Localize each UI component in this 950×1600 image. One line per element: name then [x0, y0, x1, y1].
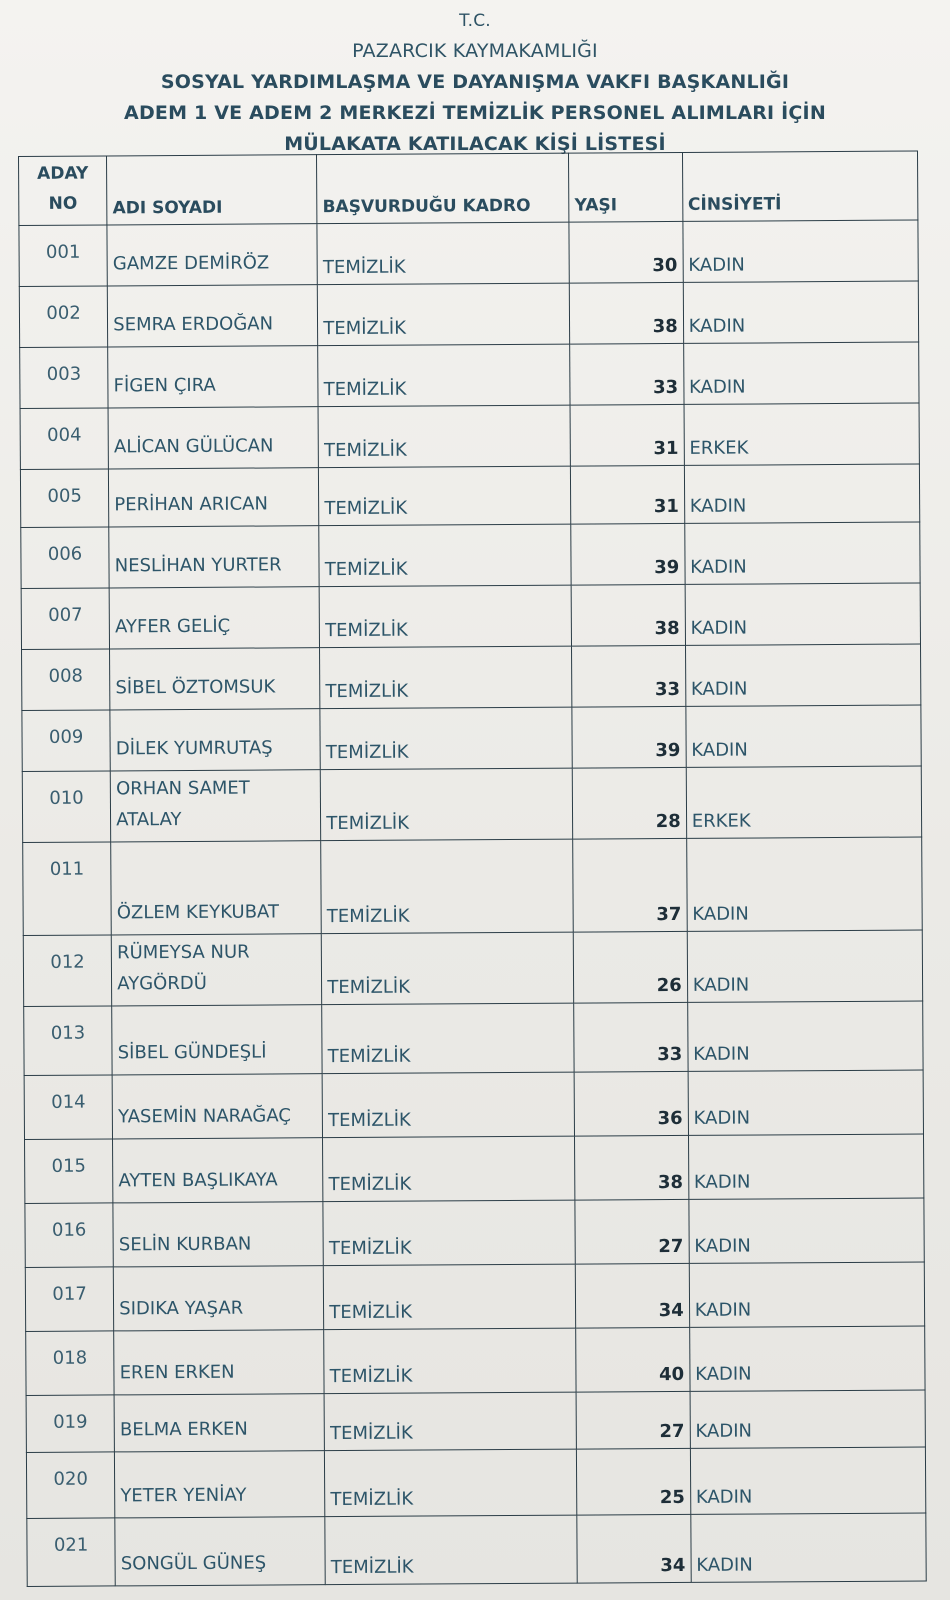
cell-name: SONGÜL GÜNEŞ	[115, 1517, 325, 1586]
column-header-age: YAŞI	[569, 152, 683, 222]
cell-age: 38	[570, 282, 684, 344]
document-header	[0, 6, 950, 160]
cell-gender: KADIN	[689, 1198, 925, 1263]
cell-aday-no: 002	[19, 286, 108, 348]
cell-aday-no: 020	[26, 1452, 115, 1519]
cell-name: PERİHAN ARICAN	[109, 468, 319, 527]
column-header-no: NO	[48, 193, 78, 214]
cell-kadro: TEMİZLİK	[325, 1449, 577, 1517]
cell-aday-no: 003	[20, 347, 109, 409]
column-header-kadro: BAŞVURDUĞU KADRO	[317, 153, 569, 224]
table-header-row	[19, 151, 918, 225]
cell-age: 38	[571, 584, 685, 646]
table-row	[22, 766, 921, 842]
cell-name: ÖZLEM KEYKUBAT	[111, 841, 322, 935]
cell-age: 36	[574, 1071, 688, 1136]
cell-age: 34	[577, 1514, 691, 1583]
candidate-table	[18, 151, 927, 1587]
cell-name: SELİN KURBAN	[113, 1202, 323, 1267]
cell-kadro: TEMİZLİK	[318, 405, 570, 468]
cell-aday-no: 019	[26, 1395, 115, 1453]
table-row	[22, 644, 921, 710]
cell-name: NESLİHAN YURTER	[109, 526, 319, 588]
table-body	[19, 220, 926, 1586]
cell-kadro: TEMİZLİK	[324, 1328, 576, 1394]
cell-gender: ERKEK	[686, 766, 922, 838]
cell-aday-no: 013	[24, 1006, 113, 1076]
cell-kadro: TEMİZLİK	[323, 1136, 575, 1202]
cell-name: ORHAN SAMET ATALAY	[110, 770, 320, 842]
cell-age: 28	[573, 767, 687, 839]
table-row	[27, 1513, 926, 1586]
cell-kadro: TEMİZLİK	[319, 585, 571, 648]
cell-gender: KADIN	[685, 583, 921, 645]
cell-name: DİLEK YUMRUTAŞ	[110, 709, 320, 771]
cell-name: EREN ERKEN	[114, 1330, 324, 1395]
cell-gender: KADIN	[690, 1447, 926, 1514]
cell-name: YETER YENİAY	[115, 1451, 325, 1518]
column-header-aday: ADAY	[37, 163, 89, 184]
cell-gender: KADIN	[686, 705, 922, 767]
cell-age: 38	[575, 1135, 689, 1200]
cell-aday-no: 016	[25, 1203, 114, 1268]
cell-aday-no: 018	[26, 1331, 115, 1396]
cell-kadro: TEMİZLİK	[321, 768, 573, 841]
table-row	[21, 522, 920, 588]
cell-gender: KADIN	[689, 1262, 925, 1327]
cell-gender: KADIN	[687, 930, 923, 1002]
cell-kadro: TEMİZLİK	[322, 1072, 574, 1138]
cell-kadro: TEMİZLİK	[324, 1392, 576, 1451]
cell-age: 31	[571, 465, 685, 524]
table-row	[20, 342, 919, 408]
cell-name: SİBEL GÜNDEŞLİ	[112, 1005, 322, 1075]
cell-kadro: TEMİZLİK	[319, 466, 571, 526]
cell-aday-no: 005	[20, 469, 109, 528]
cell-aday-no: 001	[19, 225, 108, 287]
cell-age: 27	[576, 1391, 690, 1449]
cell-age: 31	[570, 404, 684, 466]
cell-age: 37	[573, 838, 687, 932]
table-row	[19, 220, 918, 286]
cell-kadro: TEMİZLİK	[323, 1200, 575, 1266]
cell-aday-no: 012	[23, 935, 112, 1007]
cell-aday-no: 010	[22, 771, 111, 843]
cell-name: AYTEN BAŞLIKAYA	[113, 1138, 323, 1203]
cell-gender: KADIN	[686, 837, 922, 931]
cell-gender: KADIN	[683, 281, 919, 343]
cell-kadro: TEMİZLİK	[324, 1264, 576, 1330]
table-row	[19, 281, 918, 347]
cell-kadro: TEMİZLİK	[320, 646, 572, 709]
cell-age: 26	[574, 931, 688, 1003]
cell-name: BELMA ERKEN	[114, 1394, 324, 1452]
header-line-liste: MÜLAKATA KATILACAK KİŞİ LİSTESİ	[284, 133, 666, 155]
table-row	[25, 1198, 924, 1267]
cell-name: FİGEN ÇIRA	[108, 346, 318, 408]
cell-age: 30	[569, 221, 683, 283]
cell-name: SİBEL ÖZTOMSUK	[110, 648, 320, 710]
table-row	[25, 1262, 924, 1331]
table-row	[26, 1390, 925, 1452]
column-header-aday-no	[19, 156, 108, 226]
cell-gender: KADIN	[690, 1390, 926, 1448]
cell-name: YASEMİN NARAĞAÇ	[112, 1074, 322, 1139]
cell-aday-no: 011	[23, 842, 112, 936]
cell-age: 39	[571, 523, 685, 585]
cell-gender: KADIN	[684, 522, 920, 584]
table-row	[22, 705, 921, 771]
cell-name: ALİCAN GÜLÜCAN	[108, 407, 318, 469]
cell-gender: KADIN	[691, 1513, 927, 1582]
cell-kadro: TEMİZLİK	[318, 344, 570, 407]
cell-gender: KADIN	[687, 1001, 923, 1071]
cell-gender: KADIN	[683, 342, 919, 404]
cell-gender: KADIN	[689, 1326, 925, 1391]
cell-kadro: TEMİZLİK	[325, 1515, 577, 1585]
column-header-name: ADI SOYADI	[107, 155, 317, 225]
cell-kadro: TEMİZLİK	[322, 932, 574, 1005]
cell-name: GAMZE DEMİRÖZ	[107, 224, 317, 286]
cell-age: 40	[576, 1327, 690, 1392]
cell-aday-no: 015	[25, 1139, 114, 1204]
cell-aday-no: 007	[21, 588, 110, 650]
cell-name: AYFER GELİÇ	[109, 587, 319, 649]
cell-kadro: TEMİZLİK	[322, 1003, 574, 1074]
cell-name: SEMRA ERDOĞAN	[108, 285, 318, 347]
header-line-adem: ADEM 1 VE ADEM 2 MERKEZİ TEMİZLİK PERSONEL ALIMLARI İÇİN	[124, 102, 826, 124]
cell-kadro: TEMİZLİK	[321, 839, 574, 934]
cell-age: 33	[574, 1002, 688, 1072]
cell-age: 33	[572, 645, 686, 707]
header-line-kaymakamlik: PAZARCIK KAYMAKAMLIĞI	[352, 40, 598, 62]
table-row	[21, 583, 920, 649]
column-header-gender: CİNSİYETİ	[682, 151, 918, 221]
header-line-tc: T.C.	[459, 11, 491, 31]
table-row	[20, 464, 919, 527]
cell-aday-no: 014	[24, 1075, 113, 1140]
table-row	[26, 1326, 925, 1395]
cell-gender: KADIN	[683, 220, 919, 282]
cell-aday-no: 006	[21, 527, 110, 589]
header-line-vakif: SOSYAL YARDIMLAŞMA VE DAYANIŞMA VAKFI BAŞKANLIĞI	[160, 71, 790, 93]
cell-kadro: TEMİZLİK	[318, 283, 570, 346]
cell-gender: KADIN	[688, 1134, 924, 1199]
cell-kadro: TEMİZLİK	[320, 707, 572, 770]
cell-name: SIDIKA YAŞAR	[114, 1266, 324, 1331]
cell-aday-no: 009	[22, 710, 111, 772]
cell-age: 27	[575, 1199, 689, 1264]
cell-gender: KADIN	[685, 644, 921, 706]
cell-aday-no: 021	[27, 1518, 116, 1587]
cell-aday-no: 008	[22, 649, 111, 711]
cell-kadro: TEMİZLİK	[319, 524, 571, 587]
cell-age: 33	[570, 343, 684, 405]
cell-aday-no: 004	[20, 408, 109, 470]
table-row	[23, 837, 923, 935]
cell-aday-no: 017	[25, 1267, 114, 1332]
cell-gender: KADIN	[688, 1070, 924, 1135]
cell-gender: ERKEK	[684, 403, 920, 465]
table-row	[25, 1134, 924, 1203]
cell-kadro: TEMİZLİK	[317, 222, 569, 285]
cell-name: RÜMEYSA NUR AYGÖRDÜ	[111, 934, 321, 1006]
cell-age: 25	[577, 1448, 691, 1515]
table-row	[20, 403, 919, 469]
cell-age: 39	[572, 706, 686, 768]
table-row	[26, 1447, 925, 1518]
table-row	[23, 930, 922, 1006]
cell-age: 34	[576, 1263, 690, 1328]
table-row	[24, 1070, 923, 1139]
table-row	[24, 1001, 923, 1075]
cell-gender: KADIN	[684, 464, 920, 523]
